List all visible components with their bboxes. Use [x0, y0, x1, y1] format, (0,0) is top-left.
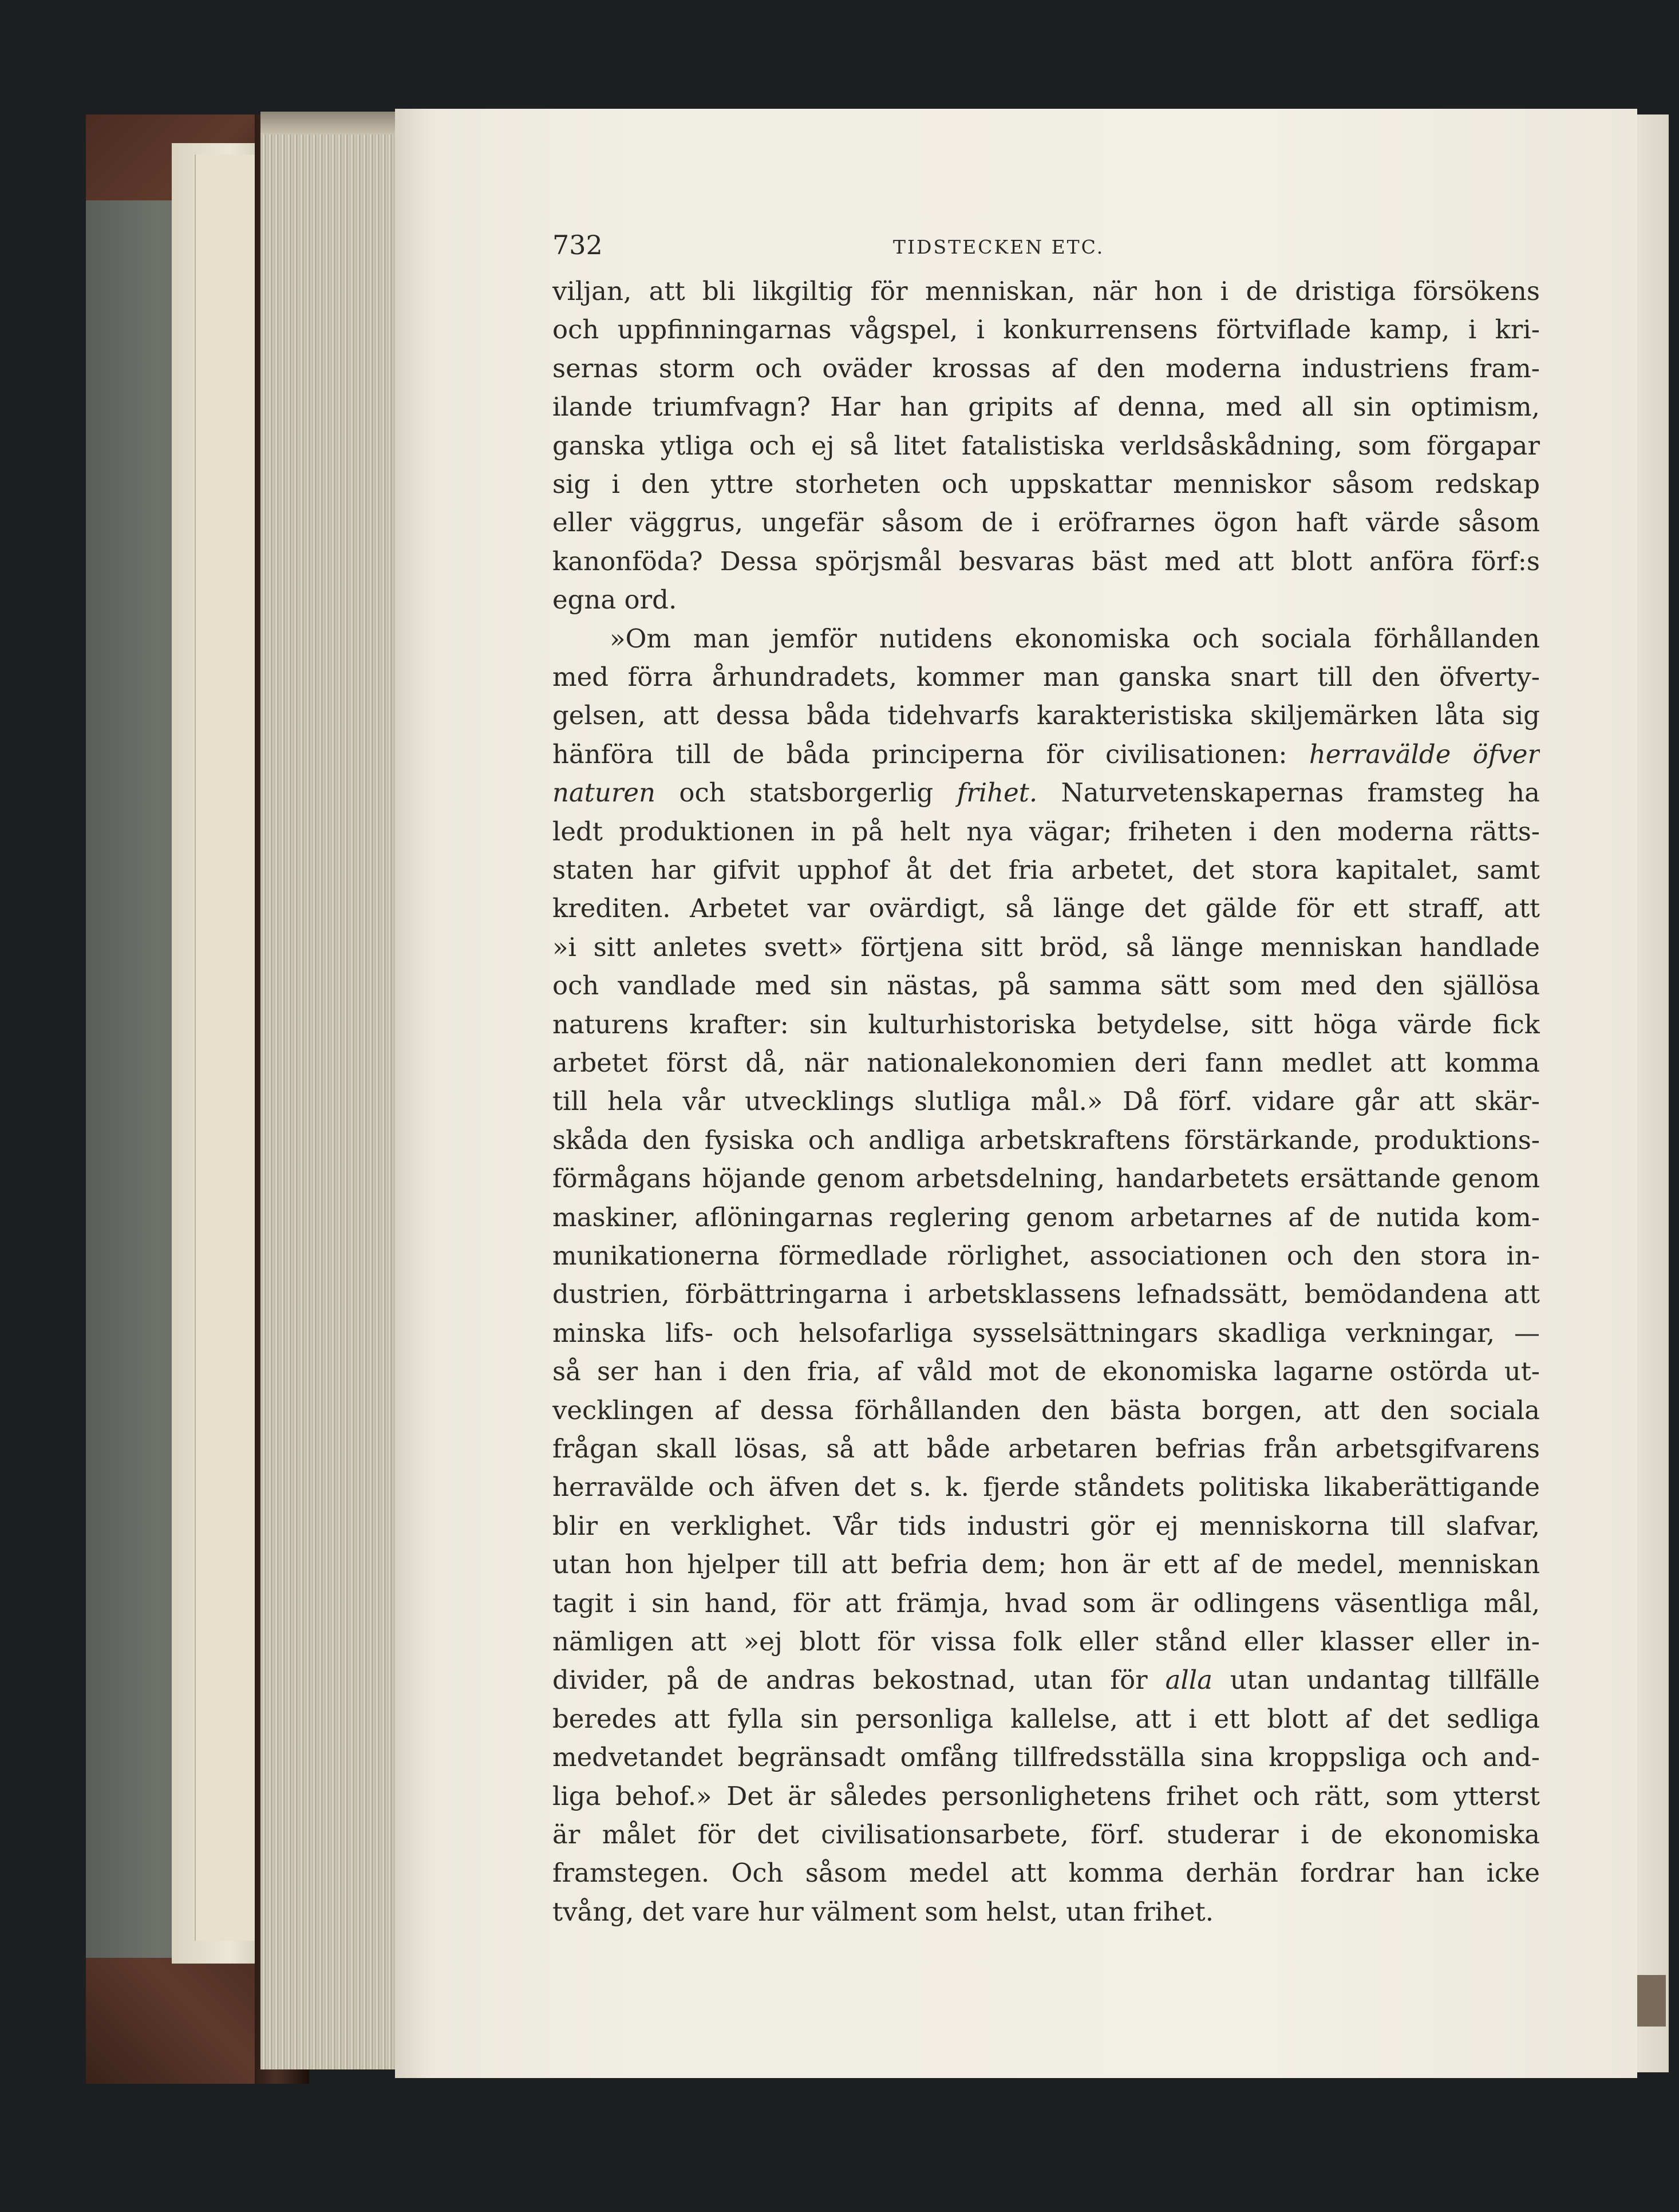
- line-text: staten har gifvit upphof åt det fria arbetet, det stora kapitalet, samt: [552, 855, 1540, 885]
- text-line: [552, 890, 1540, 927]
- line-text: blir en verklighet. Vår tids industri gör ej menniskorna till slafvar,: [552, 1511, 1540, 1541]
- text-line: [552, 1353, 1540, 1391]
- text-line: [552, 504, 1540, 542]
- text-line: [552, 697, 1540, 734]
- text-line: [552, 1314, 1540, 1352]
- text-line: [552, 1121, 1540, 1159]
- line-text: ganska ytliga och ej så litet fatalistiska verldsåskådning, som förgapar: [552, 430, 1540, 461]
- text-line: [552, 581, 1540, 619]
- text-line: [552, 1778, 1540, 1815]
- text-line: [552, 774, 1540, 812]
- text-line: [552, 967, 1540, 1005]
- text-line: [552, 1430, 1540, 1468]
- line-text: och uppfinningarnas vågspel, i konkurrensens förtviflade kamp, i kri-: [552, 314, 1540, 345]
- line-text: dustrien, förbättringarna i arbetsklassens lefnadssätt, bemödandena att: [552, 1279, 1540, 1309]
- line-text: »i sitt anletes svett» förtjena sitt bröd, så länge menniskan handlade: [552, 932, 1540, 962]
- text-line: [552, 350, 1540, 388]
- running-head: TIDSTECKEN ETC.: [893, 236, 1105, 258]
- text-line: [552, 1392, 1540, 1429]
- line-text: munikationerna förmedlade rörlighet, associationen och den stora in-: [552, 1241, 1540, 1271]
- page-number: 732: [552, 230, 603, 260]
- line-text: och vandlade med sin nästas, på samma sätt som med den själlösa: [552, 970, 1540, 1001]
- text-line: [552, 1468, 1540, 1506]
- line-text: sernas storm och oväder krossas af den moderna industriens fram-: [552, 353, 1540, 384]
- text-line: [610, 620, 1540, 658]
- line-text: Naturvetenskapernas framsteg ha: [1061, 777, 1540, 808]
- line-text: herravälde och äfven det s. k. fjerde ståndets politiska likaberättigande: [552, 1472, 1540, 1502]
- text-line: [552, 1275, 1540, 1313]
- line-text: ilande triumfvagn? Har han gripits af denna, med all sin optimism,: [552, 392, 1540, 422]
- text-line: [552, 658, 1540, 696]
- line-text: vecklingen af dessa förhållanden den bästa borgen, att den sociala: [552, 1395, 1540, 1425]
- line-text: tagit i sin hand, för att främja, hvad som är odlingens väsentliga mål,: [552, 1588, 1540, 1618]
- line-text: maskiner, aflöningarnas reglering genom arbetarnes af de nutida kom-: [552, 1202, 1540, 1233]
- text-line: [552, 929, 1540, 966]
- line-text: divider, på de andras bekostnad, utan för: [552, 1665, 1148, 1695]
- text-line: [552, 543, 1540, 580]
- text-line: [552, 736, 1540, 773]
- line-text: med förra århundradets, kommer man ganska snart till den öfverty-: [552, 662, 1540, 692]
- italic-phrase: herravälde öfver: [1309, 739, 1540, 769]
- line-text: frågan skall lösas, så att både arbetaren befrias från arbetsgifvarens: [552, 1433, 1540, 1464]
- line-text: gelsen, att dessa båda tidehvarfs karakteristiska skiljemärken låta sig: [552, 700, 1540, 730]
- text-line: [552, 1585, 1540, 1622]
- line-text: egna ord.: [552, 584, 677, 615]
- line-text: så ser han i den fria, af våld mot de ekonomiska lagarne ostörda ut-: [552, 1356, 1540, 1387]
- text-line: [552, 1160, 1540, 1198]
- text-line: [552, 427, 1540, 465]
- italic-phrase: naturen: [552, 777, 655, 808]
- line-text: utan undantag tillfälle: [1230, 1665, 1540, 1695]
- text-line: [552, 1507, 1540, 1545]
- text-line: [552, 1893, 1540, 1931]
- line-text: naturens krafter: sin kulturhistoriska betydelse, sitt höga värde fick: [552, 1009, 1540, 1040]
- italic-phrase: frihet.: [957, 777, 1038, 808]
- text-line: [552, 1237, 1540, 1275]
- text-line: [552, 388, 1540, 426]
- line-text: minska lifs- och helsofarliga sysselsättningars skadliga verkningar, —: [552, 1318, 1540, 1348]
- line-text: ledt produktionen in på helt nya vägar; friheten i den moderna rätts-: [552, 816, 1540, 847]
- line-text: är målet för det civilisationsarbete, förf. studerar i de ekonomiska: [552, 1819, 1540, 1850]
- line-text: framstegen. Och såsom medel att komma derhän fordrar han icke: [552, 1858, 1540, 1888]
- text-line: [552, 1199, 1540, 1237]
- line-text: och statsborgerlig: [679, 777, 934, 808]
- text-line: [552, 1700, 1540, 1738]
- text-line: [552, 311, 1540, 349]
- line-text: utan hon hjelper till att befria dem; hon är ett af de medel, menniskan: [552, 1549, 1540, 1579]
- text-line: [552, 1083, 1540, 1120]
- text-line: [552, 1546, 1540, 1583]
- line-text: medvetandet begränsadt omfång tillfredsställa sina kroppsliga och and-: [552, 1742, 1540, 1772]
- text-line: [552, 272, 1540, 310]
- page-stack-top: [260, 112, 398, 135]
- text-line: [552, 1854, 1540, 1892]
- text-line: [552, 1816, 1540, 1854]
- text-line: [552, 1623, 1540, 1661]
- line-text: till hela vår utvecklings slutliga mål.» Då förf. vidare går att skär-: [552, 1086, 1540, 1116]
- line-text: skåda den fysiska och andliga arbetskraftens förstärkande, produktions-: [552, 1125, 1540, 1155]
- text-line: [552, 1006, 1540, 1044]
- line-text: sig i den yttre storheten och uppskattar menniskor såsom redskap: [552, 469, 1540, 499]
- line-text: förmågans höjande genom arbetsdelning, handarbetets ersättande genom: [552, 1163, 1540, 1194]
- text-line: [552, 1044, 1540, 1082]
- line-text: viljan, att bli likgiltig för menniskan, när hon i de dristiga försökens: [552, 276, 1540, 306]
- text-line: [552, 851, 1540, 889]
- line-text: krediten. Arbetet var ovärdigt, så länge det gälde för ett straff, att: [552, 893, 1540, 923]
- text-line: [552, 1739, 1540, 1776]
- text-line: [552, 813, 1540, 851]
- line-text: »Om man jemför nutidens ekonomiska och sociala förhållanden: [610, 623, 1540, 654]
- line-text: eller väggrus, ungefär såsom de i eröfrarnes ögon haft värde såsom: [552, 507, 1540, 538]
- line-text: hänföra till de båda principerna för civilisationen:: [552, 739, 1287, 769]
- line-text: liga behof.» Det är således personlighetens frihet och rätt, som ytterst: [552, 1781, 1540, 1811]
- line-text: beredes att fylla sin personliga kallelse, att i ett blott af det sedliga: [552, 1704, 1540, 1734]
- text-line: [552, 1661, 1540, 1699]
- page-stack-edges: [260, 112, 398, 2069]
- leather-corner-bottom: [86, 1958, 269, 2084]
- text-line: [552, 465, 1540, 503]
- italic-phrase: alla: [1165, 1665, 1213, 1695]
- line-text: tvång, det vare hur välment som helst, utan frihet.: [552, 1897, 1214, 1927]
- line-text: nämligen att »ej blott för vissa folk eller stånd eller klasser eller in-: [552, 1626, 1540, 1657]
- line-text: arbetet först då, när nationalekonomien deri fann medlet att komma: [552, 1048, 1540, 1078]
- line-text: kanonföda? Dessa spörjsmål besvaras bäst med att blott anföra förf:s: [552, 546, 1540, 576]
